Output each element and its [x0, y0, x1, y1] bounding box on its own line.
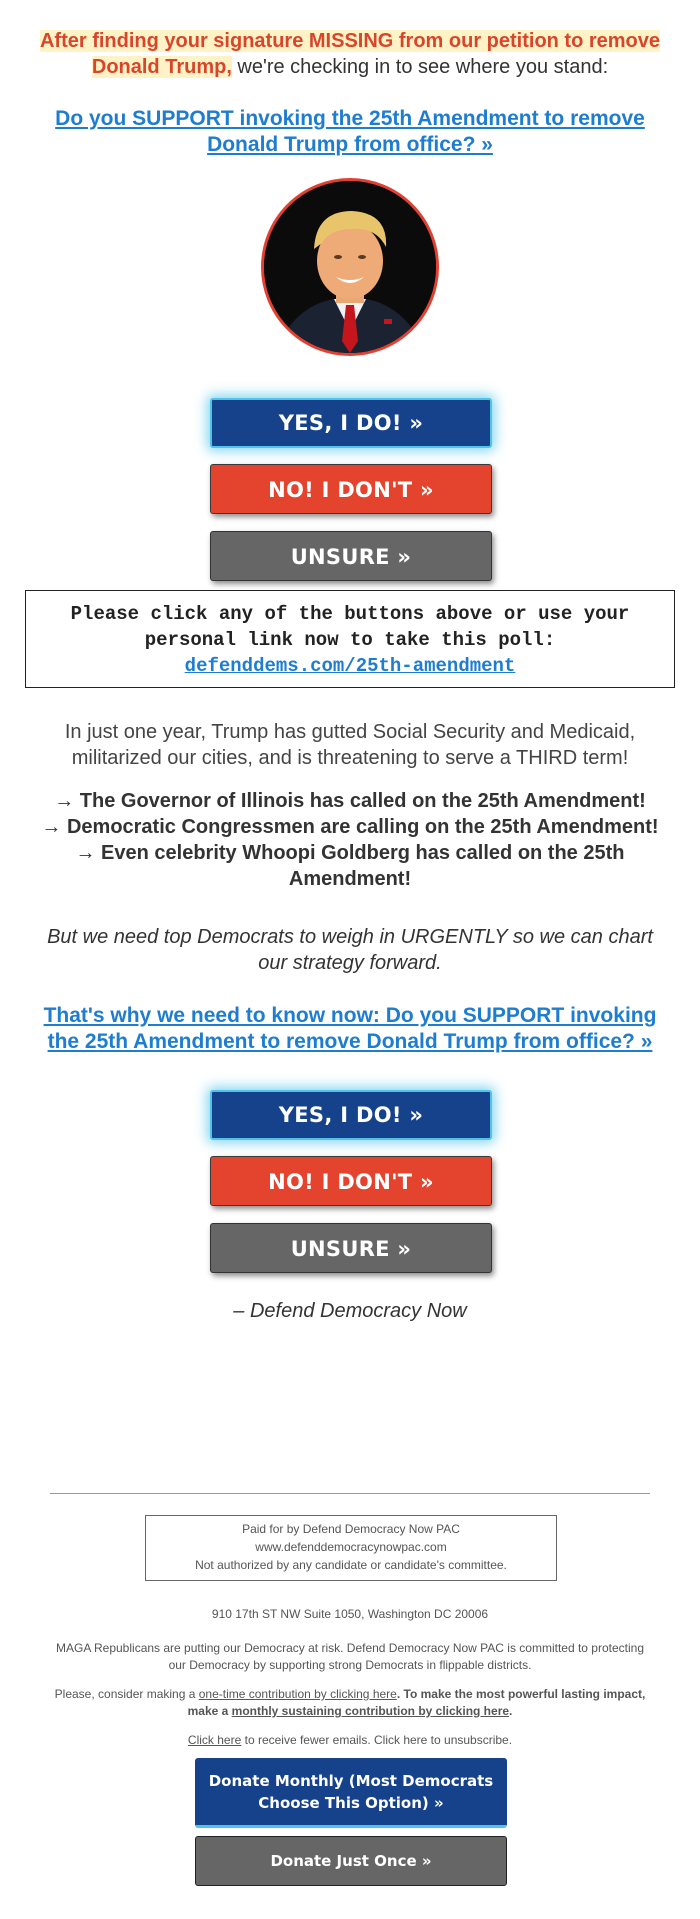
footer-divider [50, 1493, 650, 1494]
bullet-item: → The Governor of Illinois has called on the 25th Amendment! [54, 790, 646, 812]
unsure-button[interactable]: UNSURE » [210, 531, 492, 581]
contrib-mid: . To make the most powerful lasting impact, make a [187, 1687, 646, 1718]
footer-contribution [50, 1686, 650, 1720]
footer-mission: MAGA Republicans are putting our Democracy at risk. Defend Democracy Now PAC is committed to protecting our Democracy by supporting strong Democrats in flippable districts. [55, 1641, 644, 1672]
yes-button[interactable]: YES, I DO! » [210, 398, 492, 448]
yes-button-2[interactable]: YES, I DO! » [210, 1090, 492, 1140]
portrait-illustration [264, 181, 436, 353]
poll-box [25, 590, 675, 688]
candidate-photo [261, 178, 439, 356]
contrib-end: . [509, 1704, 513, 1718]
intro-highlight: After finding your signature MISSING from our petition to remove Donald Trump, [39, 30, 661, 78]
intro-rest: we're checking in to see where you stand: [231, 56, 609, 78]
one-time-contribution-link[interactable]: one-time contribution by clicking here [198, 1687, 397, 1701]
paid-line: Not authorized by any candidate or candidate's committee. [195, 1558, 507, 1572]
fewer-emails-rest: to receive fewer emails. Click here to unsubscribe. [241, 1733, 513, 1747]
paid-for-box [145, 1515, 557, 1581]
body-italic-paragraph: But we need top Democrats to weigh in URGENTLY so we can chart our strategy forward. [47, 926, 653, 974]
paid-line: www.defenddemocracynowpac.com [255, 1540, 447, 1554]
donate-monthly-button[interactable]: Donate Monthly (Most Democrats Choose This Option) » [195, 1758, 507, 1828]
bullet-item: → Democratic Congressmen are calling on the 25th Amendment! [41, 816, 659, 838]
poll-box-link[interactable]: defenddems.com/25th-amendment [184, 655, 516, 677]
no-button[interactable]: NO! I DON'T » [210, 464, 492, 514]
poll-box-text: Please click any of the buttons above or use your personal link now to take this poll: [70, 603, 630, 651]
monthly-contribution-link[interactable]: monthly sustaining contribution by clicking here [231, 1704, 510, 1718]
bullet-item: → Even celebrity Whoopi Goldberg has called on the 25th Amendment! [75, 842, 625, 890]
footer-address: 910 17th ST NW Suite 1050, Washington DC 20006 [211, 1607, 489, 1621]
question-link-bottom[interactable]: That's why we need to know now: Do you SUPPORT invoking the 25th Amendment to remove Donald Trump from office? » [43, 1004, 657, 1053]
paid-line: Paid for by Defend Democracy Now PAC [242, 1522, 460, 1536]
contrib-prefix: Please, consider making a [54, 1687, 199, 1701]
body-paragraph-1: In just one year, Trump has gutted Social Security and Medicaid, militarized our cities, and is threatening to serve a THIRD term! [64, 721, 636, 769]
signature: – Defend Democracy Now [233, 1300, 467, 1322]
fewer-emails-link[interactable]: Click here [187, 1733, 242, 1747]
donate-once-button[interactable]: Donate Just Once » [195, 1836, 507, 1886]
question-link-top[interactable]: Do you SUPPORT invoking the 25th Amendment to remove Donald Trump from office? » [55, 107, 645, 156]
footer-fewer-emails [50, 1732, 650, 1749]
no-button-2[interactable]: NO! I DON'T » [210, 1156, 492, 1206]
unsure-button-2[interactable]: UNSURE » [210, 1223, 492, 1273]
bullet-list [30, 788, 670, 892]
intro-text [30, 28, 670, 80]
